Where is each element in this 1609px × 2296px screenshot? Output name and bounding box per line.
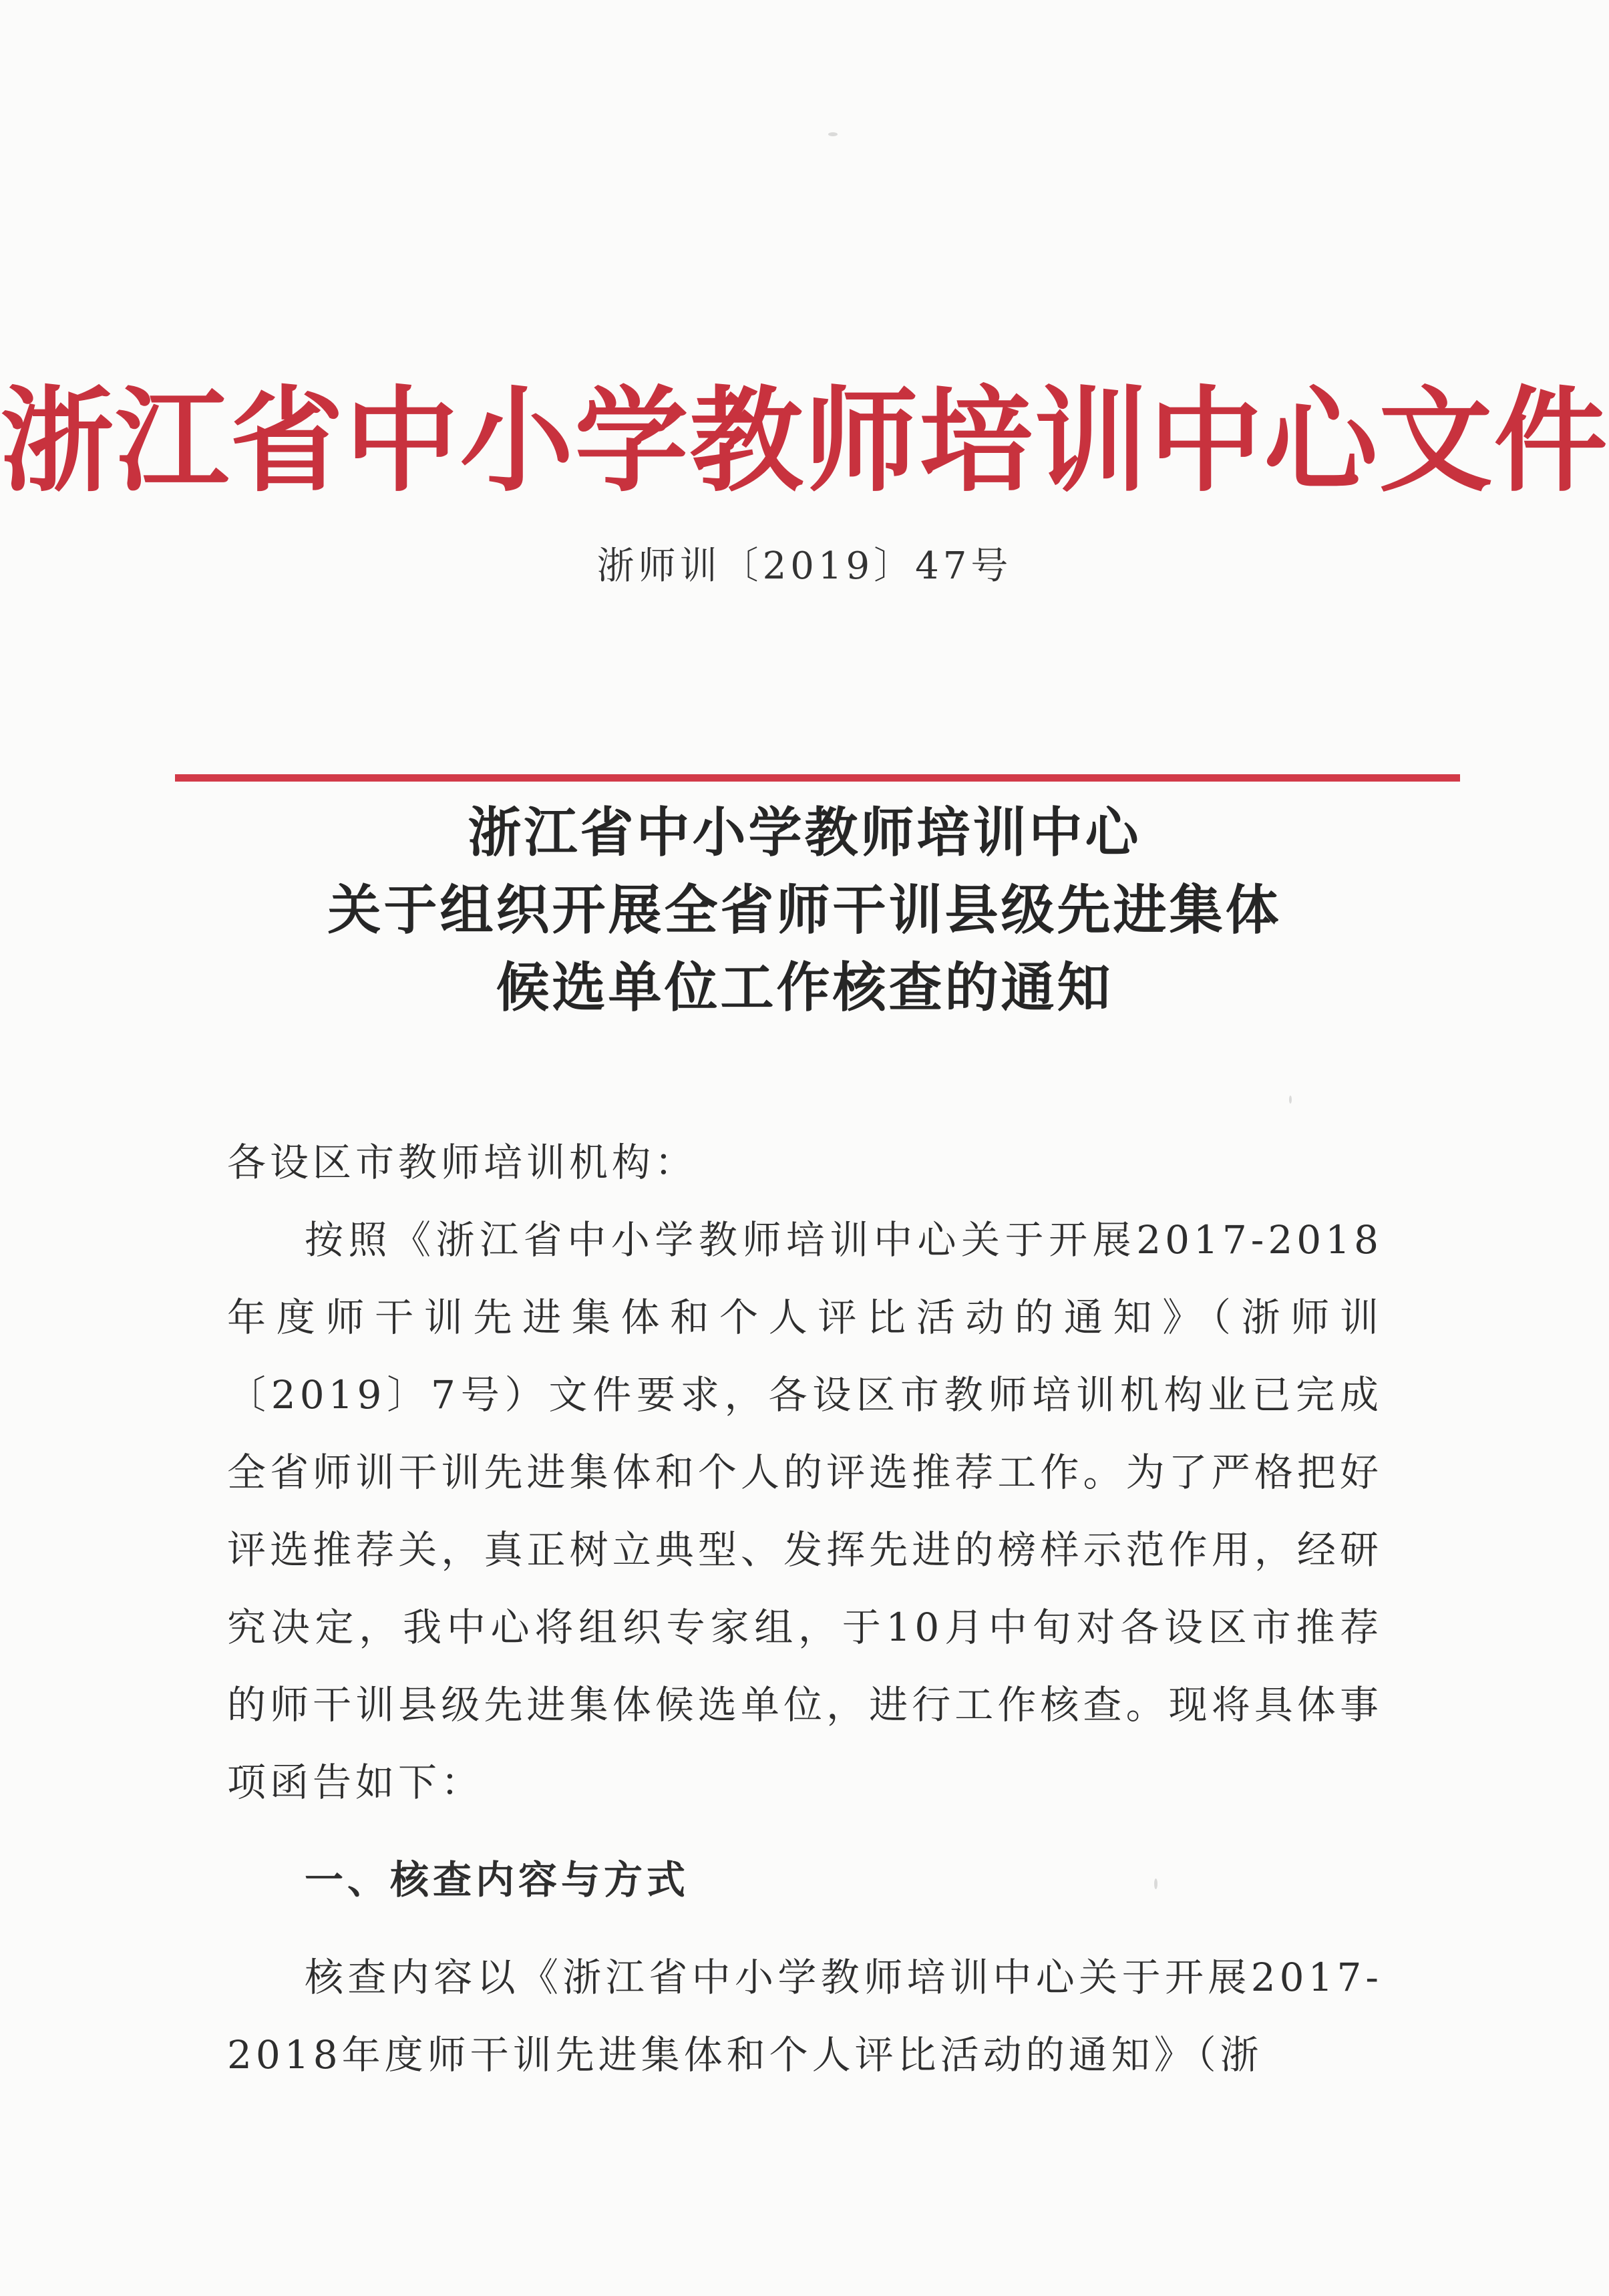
- scan-speck: [1154, 1878, 1157, 1889]
- notice-title-line-3: 候选单位工作核查的通知: [496, 956, 1113, 1019]
- document-number: 浙师训〔2019〕47号: [596, 544, 1013, 588]
- notice-body: [227, 1124, 1383, 2094]
- scan-speck: [1289, 1096, 1292, 1104]
- notice-title-line-1: 浙江省中小学教师培训中心: [468, 801, 1141, 864]
- notice-title: [0, 794, 1609, 1026]
- notice-title-line-2: 关于组织开展全省师干训县级先进集体: [327, 878, 1282, 941]
- red-separator-rule: [175, 774, 1460, 782]
- issuer-header-title: 浙江省中小学教师培训中心文件: [0, 374, 1609, 508]
- body-paragraph-1: 按照《浙江省中小学教师培训中心关于开展2017-2018年度师干训先进集体和个人评比活动的通知》（浙师训〔2019〕7号）文件要求，各设区市教师培训机构业已完成全省师训干训先进集体和个人的评选推荐工作。为了严格把好评选推荐关，真正树立典型、发挥先进的榜样示范作用，经研究决定，我中心将组织专家组，于10月中旬对各设区市推荐的师干训县级先进集体候选单位，进行工作核查。现将具体事项函告如下：: [227, 1217, 1383, 1805]
- scan-speck: [828, 132, 838, 136]
- salutation: 各设区市教师培训机构：: [227, 1140, 698, 1185]
- body-paragraph-2: 核查内容以《浙江省中小学教师培训中心关于开展2017-2018年度师干训先进集体和个人评比活动的通知》（浙: [227, 1955, 1383, 2078]
- section-heading-1: 一、核查内容与方式: [305, 1857, 690, 1903]
